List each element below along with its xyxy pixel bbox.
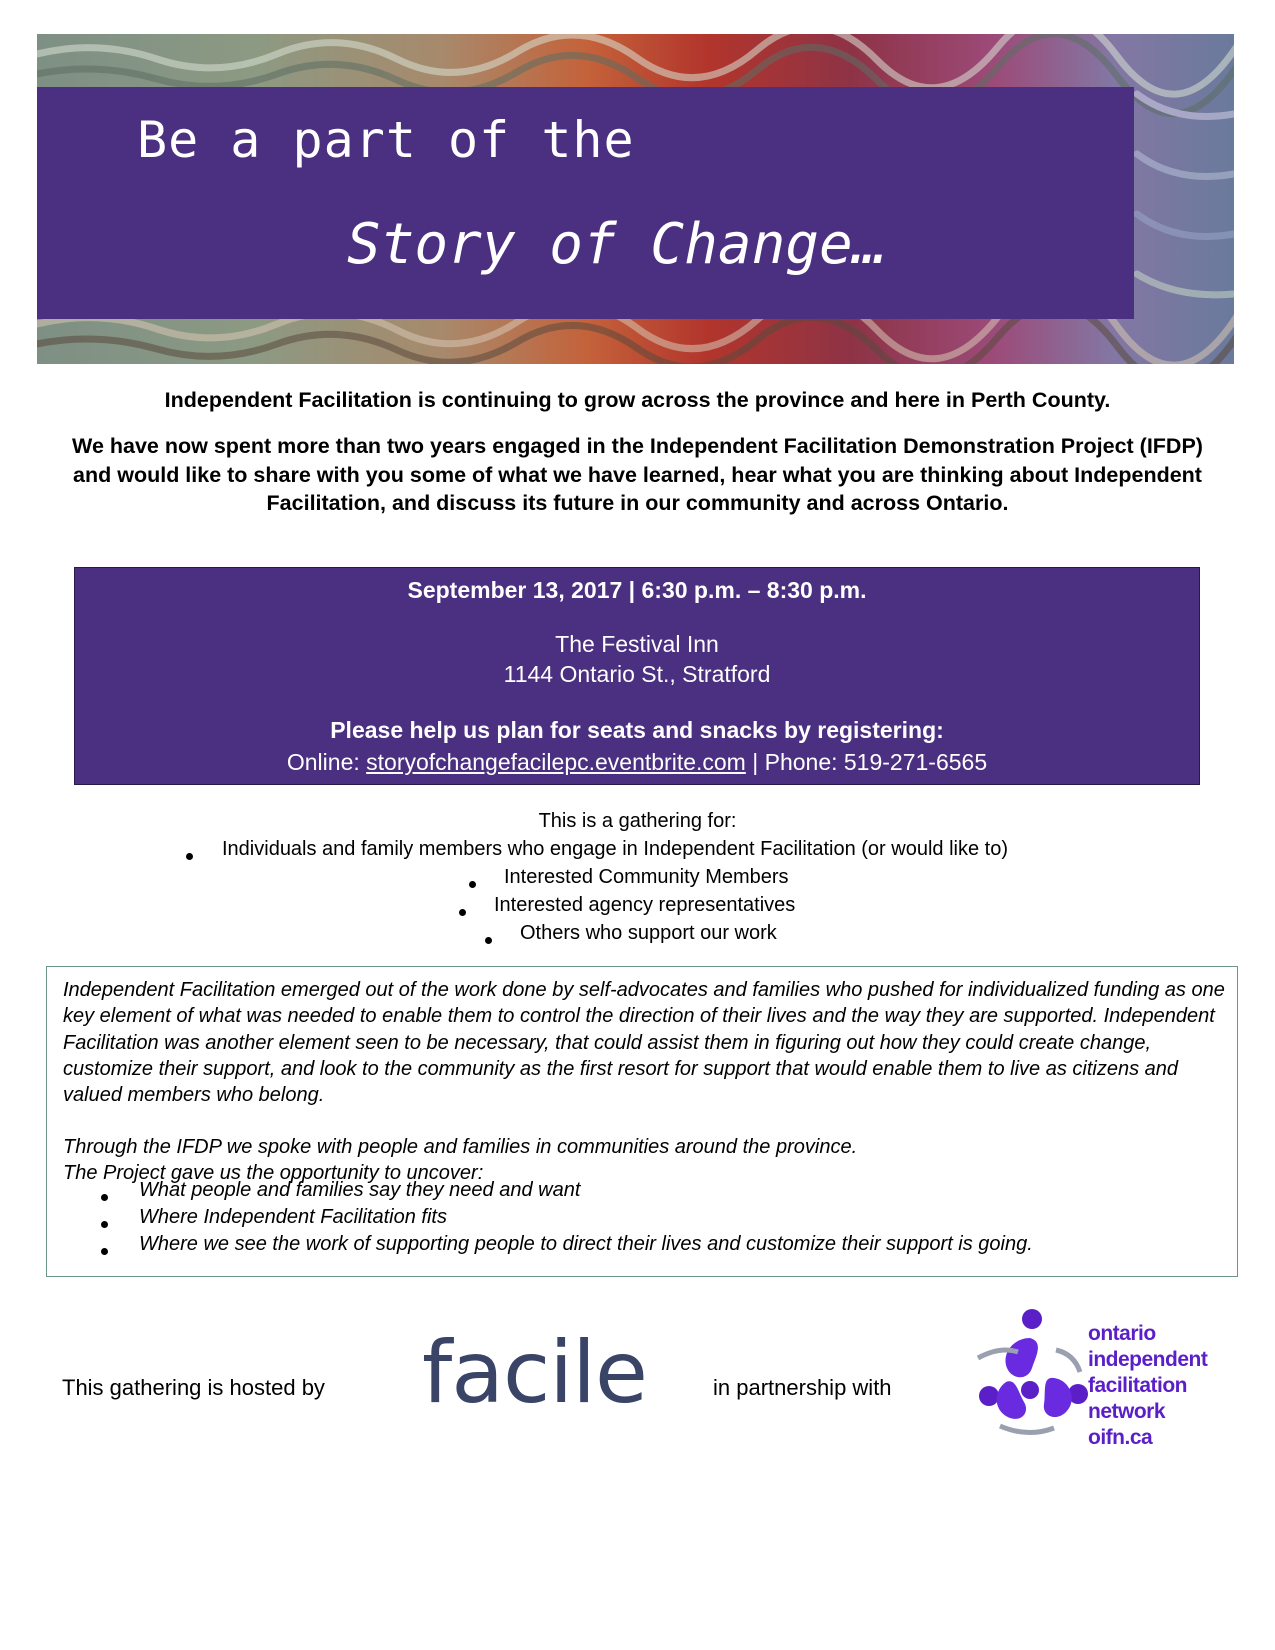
intro-headline: Independent Facilitation is continuing to grow across the province and here in Perth County. bbox=[164, 388, 1111, 412]
uncover-item: What people and families say they need and want bbox=[139, 1179, 581, 1201]
uncover-item: Where Independent Facilitation fits bbox=[139, 1206, 447, 1228]
oifn-logo bbox=[1088, 1321, 1207, 1451]
uncover-item: Where we see the work of supporting people to direct their lives and customize their support is going. bbox=[139, 1233, 1033, 1255]
banner-title-line2: Story of Change… bbox=[347, 212, 887, 277]
bullet-icon bbox=[469, 881, 476, 888]
oifn-logo-line: independent bbox=[1088, 1348, 1208, 1371]
phone-number: | Phone: 519-271-6565 bbox=[745, 749, 988, 775]
ifdp-line1: Through the IFDP we spoke with people and families in communities around the province. bbox=[63, 1136, 858, 1158]
oifn-logo-line: oifn.ca bbox=[1088, 1426, 1153, 1449]
oifn-logo-line: network bbox=[1088, 1400, 1166, 1423]
registration-info bbox=[75, 749, 1199, 776]
background-paragraph: Independent Facilitation emerged out of the work done by self-advocates and families who pushed for individualized funding as one key element of what was needed to enable them to control the direction of their lives and the way they are supported. Independent Facilitation was another element seen to be necessary, that could assist them in figuring out how they could create change, customize their support, and look to the community as the first resort for support that would enable them to live as citizens and valued members who belong. bbox=[63, 979, 1225, 1107]
intro-paragraph: We have now spent more than two years engaged in the Independent Facilitation Demonstration Project (IFDP) and would like to share with you some of what we have learned, hear what you are thinking about Independent Facilitation, and discuss its future in our community and across Ontario. bbox=[72, 434, 1203, 515]
background-info-box bbox=[46, 966, 1238, 1277]
audience-item: Individuals and family members who engage in Independent Facilitation (or would like to) bbox=[222, 838, 1008, 860]
online-label: Online: bbox=[286, 749, 367, 775]
oifn-logo-line: facilitation bbox=[1088, 1374, 1188, 1397]
bullet-icon bbox=[186, 853, 193, 860]
audience-item: Others who support our work bbox=[520, 922, 777, 944]
registration-link[interactable]: storyofchangefacilepc.eventbrite.com bbox=[366, 749, 746, 775]
partnership-label: in partnership with bbox=[713, 1375, 892, 1400]
audience-title: This is a gathering for: bbox=[538, 810, 737, 832]
oifn-logo-icon bbox=[970, 1308, 1088, 1438]
event-venue: The Festival Inn bbox=[555, 631, 719, 657]
event-address: 1144 Ontario St., Stratford bbox=[503, 661, 771, 687]
bullet-icon bbox=[101, 1221, 108, 1228]
bullet-icon bbox=[101, 1248, 108, 1255]
event-details-box bbox=[74, 567, 1200, 785]
bullet-icon bbox=[101, 1194, 108, 1201]
bullet-icon bbox=[485, 937, 492, 944]
audience-item: Interested Community Members bbox=[504, 866, 789, 888]
hosted-by-label: This gathering is hosted by bbox=[62, 1375, 325, 1400]
facile-logo: facile bbox=[422, 1323, 647, 1423]
header-banner bbox=[37, 34, 1234, 364]
banner-title-panel bbox=[37, 87, 1134, 319]
ifdp-line2: The Project gave us the opportunity to uncover: bbox=[63, 1162, 484, 1185]
event-date-time: September 13, 2017 | 6:30 p.m. – 8:30 p.m. bbox=[407, 577, 867, 603]
oifn-logo-line: ontario bbox=[1088, 1322, 1156, 1345]
registration-request: Please help us plan for seats and snacks by registering: bbox=[330, 717, 944, 743]
bullet-icon bbox=[459, 909, 466, 916]
audience-item: Interested agency representatives bbox=[494, 894, 796, 916]
banner-title-line1: Be a part of the bbox=[137, 111, 635, 169]
